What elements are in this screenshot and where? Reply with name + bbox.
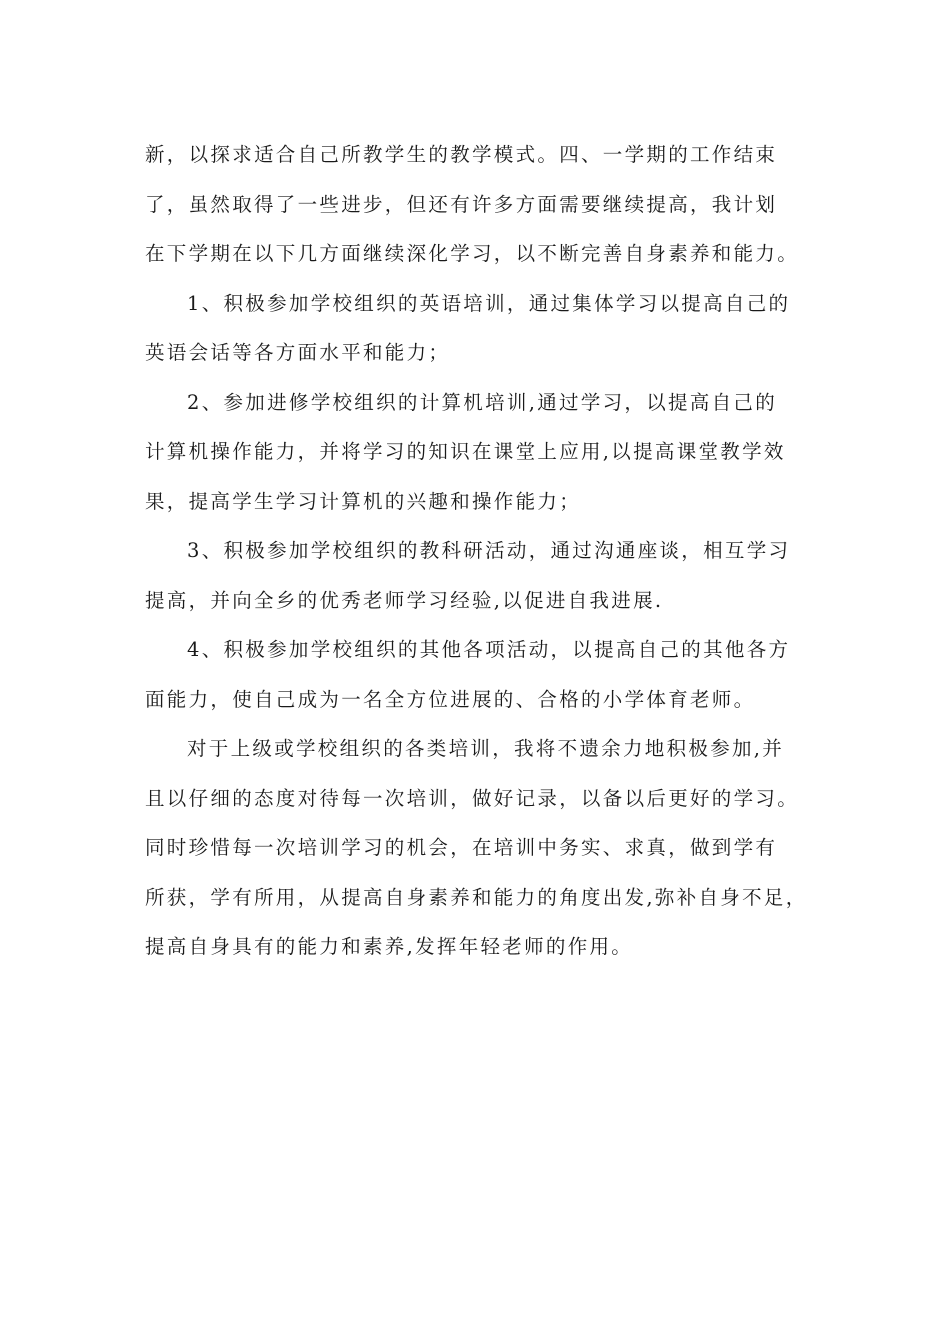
text-line: 面能力，使自己成为一名全方位进展的、合格的小学体育老师。 bbox=[145, 687, 756, 711]
text-line: 且以仔细的态度对待每一次培训，做好记录，以备以后更好的学习。 bbox=[145, 786, 800, 810]
text-line: 所获，学有所用，从提高自身素养和能力的角度出发,弥补自身不足， bbox=[145, 885, 808, 909]
paragraph-start-line: 1、积极参加学校组织的英语培训，通过集体学习以提高自己的 bbox=[187, 291, 791, 315]
text-line: 了，虽然取得了一些进步，但还有许多方面需要继续提高，我计划 bbox=[145, 192, 778, 216]
text-line: 在下学期在以下几方面继续深化学习，以不断完善自身素养和能力。 bbox=[145, 242, 800, 265]
text-line: 提高自身具有的能力和素养,发挥年轻老师的作用。 bbox=[145, 935, 634, 958]
paragraph-start-line: 4、积极参加学校组织的其他各项活动，以提高自己的其他各方 bbox=[187, 638, 791, 661]
paragraph-start-line: 2、参加进修学校组织的计算机培训,通过学习，以提高自己的 bbox=[187, 390, 778, 414]
text-line: 果，提高学生学习计算机的兴趣和操作能力； bbox=[145, 489, 582, 513]
paragraph-start-line: 3、积极参加学校组织的教科研活动，通过沟通座谈，相互学习 bbox=[187, 539, 791, 562]
text-line: 英语会话等各方面水平和能力； bbox=[145, 341, 451, 364]
text-line: 提高，并向全乡的优秀老师学习经验,以促进自我进展. bbox=[145, 588, 664, 612]
paragraph-start-line: 对于上级或学校组织的各类培训，我将不遗余力地积极参加,并 bbox=[187, 737, 785, 760]
text-line: 同时珍惜每一次培训学习的机会，在培训中务实、求真，做到学有 bbox=[145, 836, 778, 859]
text-line: 计算机操作能力，并将学习的知识在课堂上应用,以提高课堂教学效 bbox=[145, 440, 786, 463]
text-line: 新，以探求适合自己所教学生的教学模式。四、一学期的工作结束 bbox=[145, 143, 778, 166]
document-body bbox=[145, 130, 815, 972]
